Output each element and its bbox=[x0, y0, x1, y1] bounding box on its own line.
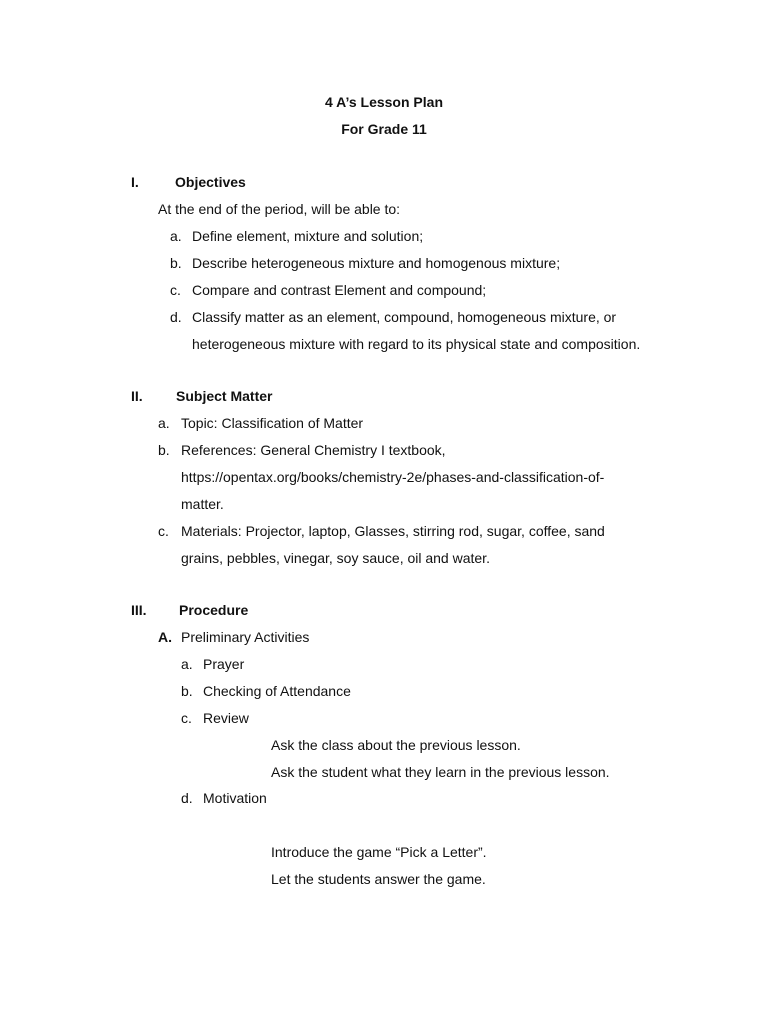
review-note: Ask the class about the previous lesson. bbox=[271, 737, 521, 753]
section-heading-objectives: Objectives bbox=[175, 174, 246, 190]
list-marker: b. bbox=[158, 442, 170, 458]
review-note: Ask the student what they learn in the previous lesson. bbox=[271, 764, 610, 780]
objective-item: Define element, mixture and solution; bbox=[192, 228, 424, 244]
subject-item-topic: Topic: Classification of Matter bbox=[181, 415, 364, 431]
subject-item-materials: Materials: Projector, laptop, Glasses, stirring rod, sugar, coffee, sand bbox=[181, 523, 605, 539]
objectives-intro: At the end of the period, will be able to: bbox=[158, 201, 401, 217]
list-marker: b. bbox=[170, 255, 182, 271]
procedure-item: Prayer bbox=[203, 656, 245, 672]
procedure-item: Review bbox=[203, 710, 249, 726]
motivation-note: Introduce the game “Pick a Letter”. bbox=[271, 844, 487, 860]
list-marker: d. bbox=[181, 790, 193, 806]
objective-item-continued: heterogeneous mixture with regard to its physical state and composition. bbox=[192, 336, 641, 352]
objective-item: Describe heterogeneous mixture and homogenous mixture; bbox=[192, 255, 561, 271]
subject-item-materials-continued: grains, pebbles, vinegar, soy sauce, oil and water. bbox=[181, 550, 490, 566]
objective-item: Classify matter as an element, compound, homogeneous mixture, or bbox=[192, 309, 617, 325]
subject-item-references: References: General Chemistry I textbook, bbox=[181, 442, 446, 458]
doc-title: 4 A’s Lesson Plan bbox=[324, 94, 443, 110]
section-heading-procedure: Procedure bbox=[179, 602, 249, 618]
subsection-marker: A. bbox=[158, 629, 172, 645]
list-marker: a. bbox=[158, 415, 170, 431]
objective-item: Compare and contrast Element and compound; bbox=[192, 282, 487, 298]
list-marker: a. bbox=[181, 656, 193, 672]
list-marker: d. bbox=[170, 309, 182, 325]
list-marker: c. bbox=[158, 523, 169, 539]
doc-subtitle: For Grade 11 bbox=[341, 121, 427, 137]
reference-url: https://opentax.org/books/chemistry-2e/phases-and-classification-of- bbox=[181, 469, 605, 485]
motivation-note: Let the students answer the game. bbox=[271, 871, 486, 887]
list-marker: b. bbox=[181, 683, 193, 699]
list-marker: c. bbox=[181, 710, 192, 726]
procedure-item: Motivation bbox=[203, 790, 267, 806]
section-numeral-subject-matter: II. bbox=[131, 388, 143, 404]
procedure-item: Checking of Attendance bbox=[203, 683, 351, 699]
subsection-label: Preliminary Activities bbox=[181, 629, 310, 645]
section-heading-subject-matter: Subject Matter bbox=[176, 388, 273, 404]
section-numeral-objectives: I. bbox=[131, 174, 139, 190]
reference-url-continued: matter. bbox=[181, 496, 224, 512]
list-marker: c. bbox=[170, 282, 181, 298]
section-numeral-procedure: III. bbox=[131, 602, 147, 618]
list-marker: a. bbox=[170, 228, 182, 244]
